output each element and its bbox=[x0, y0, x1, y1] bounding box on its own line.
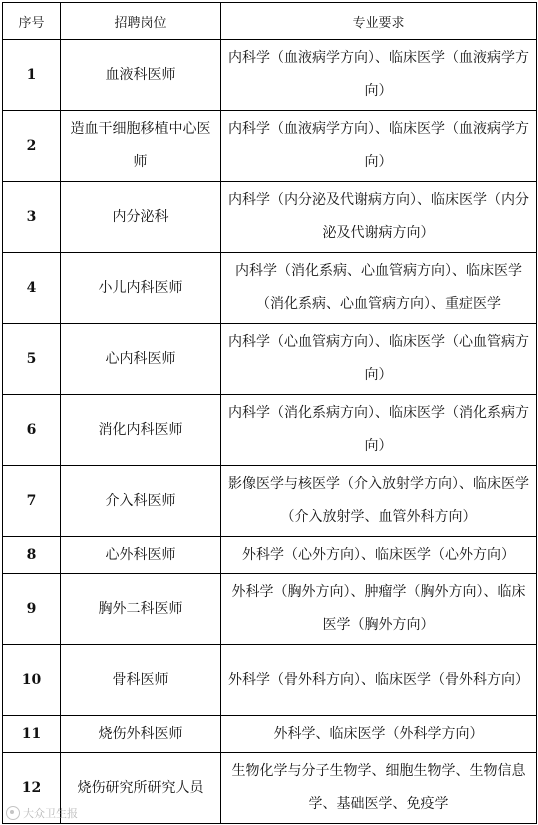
row-number: 5 bbox=[3, 324, 61, 395]
table-row bbox=[3, 253, 537, 324]
header-no: 序号 bbox=[3, 3, 61, 40]
table-row bbox=[3, 537, 537, 574]
table-row bbox=[3, 324, 537, 395]
recruitment-table bbox=[2, 2, 537, 824]
row-number: 1 bbox=[3, 40, 61, 111]
post-name: 小儿内科医师 bbox=[61, 253, 221, 324]
post-name: 骨科医师 bbox=[61, 645, 221, 716]
logo-circle-icon bbox=[6, 806, 20, 820]
table-row bbox=[3, 111, 537, 182]
row-number: 11 bbox=[3, 716, 61, 753]
row-number: 10 bbox=[3, 645, 61, 716]
requirement-text: 生物化学与分子生物学、细胞生物学、生物信息学、基础医学、免疫学 bbox=[221, 753, 537, 824]
post-name: 血液科医师 bbox=[61, 40, 221, 111]
table-row bbox=[3, 645, 537, 716]
requirement-text: 内科学（消化系病方向）、临床医学（消化系病方向） bbox=[221, 395, 537, 466]
requirement-text: 外科学（心外方向）、临床医学（心外方向） bbox=[221, 537, 537, 574]
requirement-text: 影像医学与核医学（介入放射学方向）、临床医学（介入放射学、血管外科方向） bbox=[221, 466, 537, 537]
row-number: 12 bbox=[3, 753, 61, 824]
row-number: 8 bbox=[3, 537, 61, 574]
row-number: 3 bbox=[3, 182, 61, 253]
requirement-text: 外科学（骨外科方向）、临床医学（骨外科方向） bbox=[221, 645, 537, 716]
post-name: 烧伤外科医师 bbox=[61, 716, 221, 753]
row-number: 2 bbox=[3, 111, 61, 182]
row-number: 9 bbox=[3, 574, 61, 645]
post-name: 胸外二科医师 bbox=[61, 574, 221, 645]
post-name: 内分泌科 bbox=[61, 182, 221, 253]
requirement-text: 外科学（胸外方向）、肿瘤学（胸外方向）、临床医学（胸外方向） bbox=[221, 574, 537, 645]
post-name: 造血干细胞移植中心医师 bbox=[61, 111, 221, 182]
requirement-text: 内科学（心血管病方向）、临床医学（心血管病方向） bbox=[221, 324, 537, 395]
row-number: 4 bbox=[3, 253, 61, 324]
table-row bbox=[3, 574, 537, 645]
post-name: 烧伤研究所研究人员 bbox=[61, 753, 221, 824]
header-row bbox=[3, 3, 537, 40]
requirement-text: 外科学、临床医学（外科学方向） bbox=[221, 716, 537, 753]
table-row bbox=[3, 753, 537, 824]
post-name: 消化内科医师 bbox=[61, 395, 221, 466]
header-post: 招聘岗位 bbox=[61, 3, 221, 40]
requirement-text: 内科学（血液病学方向）、临床医学（血液病学方向） bbox=[221, 40, 537, 111]
table-row bbox=[3, 395, 537, 466]
post-name: 心外科医师 bbox=[61, 537, 221, 574]
watermark bbox=[6, 805, 78, 821]
row-number: 7 bbox=[3, 466, 61, 537]
table-row bbox=[3, 182, 537, 253]
requirement-text: 内科学（内分泌及代谢病方向）、临床医学（内分泌及代谢病方向） bbox=[221, 182, 537, 253]
watermark-text: 大众卫生报 bbox=[23, 807, 78, 820]
table-row bbox=[3, 466, 537, 537]
row-number: 6 bbox=[3, 395, 61, 466]
post-name: 介入科医师 bbox=[61, 466, 221, 537]
table-row bbox=[3, 40, 537, 111]
post-name: 心内科医师 bbox=[61, 324, 221, 395]
requirement-text: 内科学（消化系病、心血管病方向）、临床医学（消化系病、心血管病方向）、重症医学 bbox=[221, 253, 537, 324]
requirement-text: 内科学（血液病学方向）、临床医学（血液病学方向） bbox=[221, 111, 537, 182]
table-row bbox=[3, 716, 537, 753]
header-requirement: 专业要求 bbox=[221, 3, 537, 40]
